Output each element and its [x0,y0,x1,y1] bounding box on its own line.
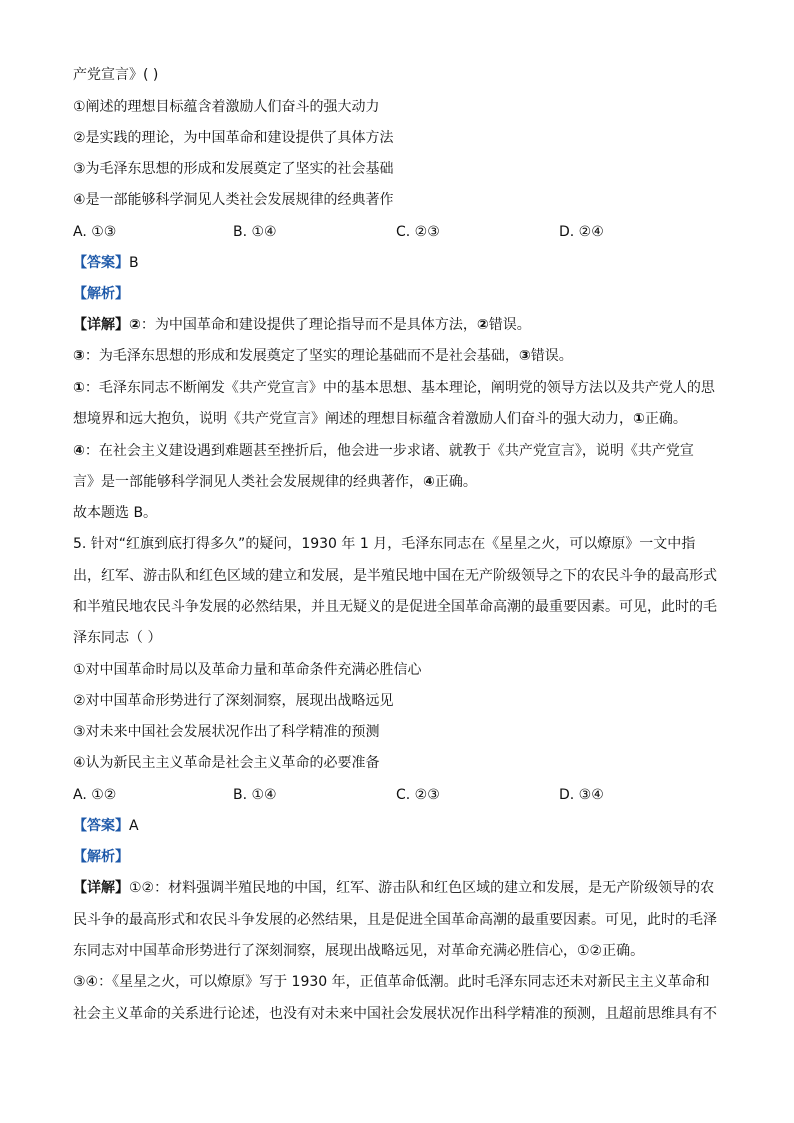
detail-tag: 【详解】 [73,880,129,896]
q4-statement-2: ②是实践的理论，为中国革命和建设提供了具体方法 [73,130,394,146]
q4-d1-key: ② [129,317,141,333]
q5-detail-2b: 社会主义革命的关系进行论述，也没有对未来中国社会发展状况作出科学精准的预测，且超前思维具有不 [73,1006,717,1022]
q4-detail-4a [73,440,723,462]
q4-answer: B [129,255,139,271]
q4-d3-mark: ① [633,411,645,427]
q4-d2-text: ：为毛泽东思想的形成和发展奠定了坚实的理论基础而不是社会基础， [84,348,519,364]
answer-tag: 【答案】 [73,255,129,271]
q4-detail-3b [73,408,723,430]
q4-d4-end: 正确。 [434,474,477,490]
q4-detail-2 [73,345,723,367]
q5-option-c: C. ②③ [396,787,440,803]
q4-stem-tail: 产党宣言》( ) [73,67,159,83]
q5-statement-2: ②对中国革命形势进行了深刻洞察，展现出战略远见 [73,693,394,709]
q4-d3-end: 正确。 [644,411,687,427]
q4-d2-mark: ③ [518,348,531,364]
q4-detail-3a [73,377,723,399]
q4-detail-4b [73,471,723,493]
q5-statement-3: ③对未来中国社会发展状况作出了科学精准的预测 [73,724,380,740]
q4-option-b: B. ①④ [233,224,277,240]
q4-d3-key: ① [73,380,85,396]
analysis-tag: 【解析】 [73,286,129,302]
q5-d1-line1: ①②：材料强调半殖民地的中国，红军、游击队和红色区域的建立和发展，是无产阶级领导的农 [129,880,715,896]
q5-answer: A [129,818,139,834]
q5-statement-4: ④认为新民主主义革命是社会主义革命的必要准备 [73,755,380,771]
q5-statement-1: ①对中国革命时局以及革命力量和革命条件充满必胜信心 [73,662,422,678]
q4-d1-text: ：为中国革命和建设提供了理论指导而不是具体方法， [140,317,477,333]
q4-answer-line [73,252,723,274]
q5-detail-1c: 东同志对中国革命形势进行了深刻洞察，展现出战略远见，对革命充满必胜信心，①②正确。 [73,943,645,959]
q4-option-c: C. ②③ [396,224,440,240]
q5-stem-1: 5. 针对“红旗到底打得多久”的疑问，1930 年 1 月，毛泽东同志在《星星之火，可以燎原》一文中指 [73,536,696,552]
q4-d4-key: ④ [73,443,85,459]
q4-analysis-tag-line [73,283,723,305]
answer-tag: 【答案】 [73,818,129,834]
q5-detail-2a: ③④：《星星之火，可以燎原》写于 1930 年，正值革命低潮。此时毛泽东同志还未对新民主主义革命和 [73,974,710,990]
q4-d3-line2: 想境界和远大抱负，说明《共产党宣言》阐述的理想目标蕴含着激励人们奋斗的强大动力， [73,411,633,427]
q4-d1-end: 错误。 [488,317,531,333]
q5-stem-3: 和半殖民地农民斗争发展的必然结果，并且无疑义的是促进全国革命高潮的最重要因素。可见，此时的毛 [73,599,717,615]
q4-statement-3: ③为毛泽东思想的形成和发展奠定了坚实的社会基础 [73,161,394,177]
q4-option-a: A. ①③ [73,224,117,240]
q5-stem-2: 出，红军、游击队和红色区域的建立和发展，是半殖民地中国在无产阶级领导之下的农民斗争的最高形式 [73,568,717,584]
q5-option-a: A. ①② [73,787,117,803]
q5-detail-1b: 民斗争的最高形式和农民斗争发展的必然结果，且是促进全国革命高潮的最重要因素。可见，此时的毛泽 [73,912,717,928]
q5-options [73,784,723,806]
detail-tag: 【详解】 [73,317,129,333]
q4-d2-end: 错误。 [530,348,573,364]
q5-option-b: B. ①④ [233,787,277,803]
q5-answer-line [73,815,723,837]
q5-option-d: D. ③④ [559,787,604,803]
q5-detail-1a [73,877,723,899]
q5-stem-4: 泽东同志（ ） [73,630,162,646]
q4-d2-key: ③ [73,348,85,364]
q5-analysis-tag-line [73,846,723,868]
q4-options [73,221,723,243]
q4-conclusion: 故本题选 B。 [73,505,158,521]
q4-statement-4: ④是一部能够科学洞见人类社会发展规律的经典著作 [73,192,394,208]
q4-d4-mark: ④ [423,474,435,490]
q4-detail-1 [73,314,723,336]
analysis-tag: 【解析】 [73,849,129,865]
q4-option-d: D. ②④ [559,224,604,240]
q4-d4-line1: ：在社会主义建设遇到难题甚至挫折后，他会进一步求诸、就教于《共产党宣言》，说明《共产党宣 [84,443,694,459]
q4-d4-line2: 言》是一部能够科学洞见人类社会发展规律的经典著作， [73,474,423,490]
q4-d3-line1: ：毛泽东同志不断阐发《共产党宣言》中的基本思想、基本理论，阐明党的领导方法以及共产党人的思 [84,380,715,396]
q4-d1-mark: ② [476,317,489,333]
q4-statement-1: ①阐述的理想目标蕴含着激励人们奋斗的强大动力 [73,99,380,115]
